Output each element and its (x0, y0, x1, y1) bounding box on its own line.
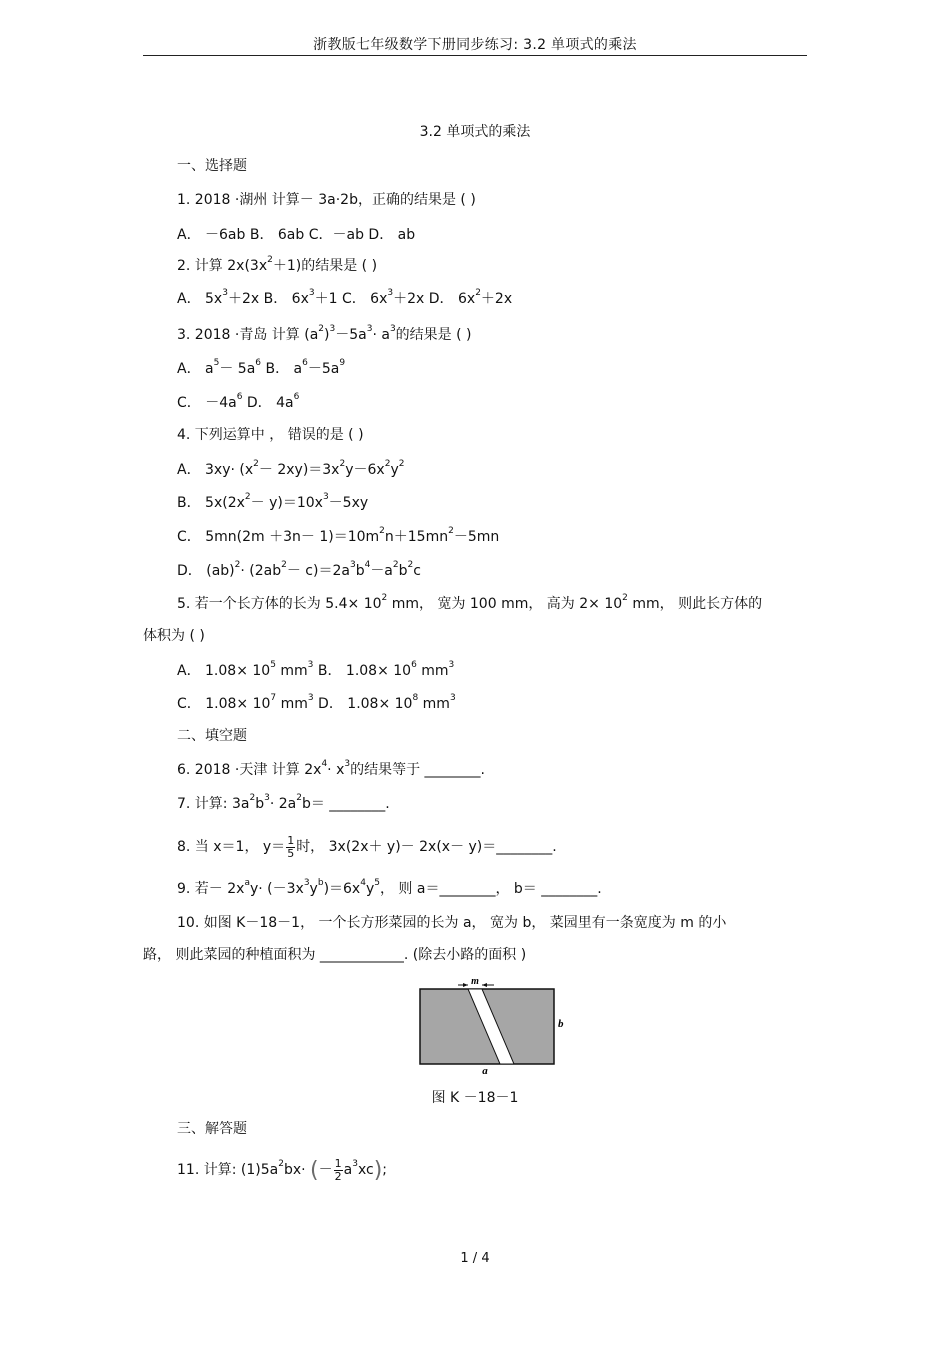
header-rule (143, 55, 807, 56)
fraction-one-fifth: $\frac{1}{5}$ (287, 833, 295, 860)
question-10-line-1: 10. 如图 K－18－1， 一个长方形菜园的长为 a， 宽为 b， 菜园里有一条宽度为 m 的小 (177, 915, 727, 931)
question-4-option-a: A． $3xy\cdot (x^2- 2xy)=3x^2y-6x^2y^2$ (177, 459, 405, 478)
question-6: 6. 2018 ·天津 计算 $2x^4\cdot x^3$的结果等于 ________. (177, 759, 485, 778)
question-1: 1. 2018 ·湖州 计算－ 3a·2b，正确的结果是 ( ) (177, 192, 476, 208)
left-paren: ( (310, 1158, 319, 1183)
question-5-line-1: 5. 若一个长方体的长为 $5.4\times 10^2$ mm， 宽为 100 mm， 高为 $2\times 10^2$ mm， 则此长方体的 (177, 593, 763, 612)
question-1-options: A． －6ab B． 6ab C．－ab D． ab (177, 227, 416, 243)
question-11: 11. 计算: $(1)5a^2bx\cdot$ (－ $\frac{1}{2}$ $a^3xc$); (177, 1156, 387, 1183)
m-arrowhead-left (463, 983, 468, 987)
question-7: 7. 计算: $3a^2b^3\cdot 2a^2b=$ ________. (177, 793, 390, 812)
page-number: 1 / 4 (460, 1251, 490, 1266)
fraction-one-half: $\frac{1}{2}$ (334, 1156, 342, 1183)
section-choice: 一、选择题 (177, 158, 247, 174)
figure-caption: 图 K －18－1 (431, 1090, 519, 1106)
label-b: b (558, 1018, 564, 1030)
section-fill: 二、填空题 (177, 728, 247, 744)
question-4-option-d: D． $(ab)^2\cdot (2ab^2- c)=2a^3b^4-a^2b^2c$ (177, 560, 421, 579)
question-4: 4. 下列运算中 ， 错误的是 ( ) (177, 427, 364, 443)
question-4-option-c: C． $5mn(2m +3n- 1)=10m^2n+15mn^2-5mn$ (177, 526, 500, 545)
question-5-options-cd: C． $1.08\times 10^7$ $mm^3$ D． $1.08\times 10^8$ $mm^3$ (177, 693, 456, 712)
m-arrowhead-right (482, 983, 487, 987)
label-m: m (471, 976, 479, 987)
question-10-line-2: 路， 则此菜园的种植面积为 ____________. (除去小路的面积 ) (143, 947, 527, 963)
question-3: 3. 2018 ·青岛 计算 $(a^2)^3-5a^3\cdot a^3$的结果是 ( ) (177, 324, 472, 343)
document-title: 3.2 单项式的乘法 (419, 124, 531, 140)
question-4-option-b: B． $5x(2x^2- y)=10x^3-5xy$ (177, 492, 369, 511)
question-2: 2. 计算 $2x(3x^2+1)$的结果是 ( ) (177, 255, 378, 274)
question-2-options: A． $5x^3+2x$ B． $6x^3+1$ C． $6x^3+2x$ D． $6x^2+2x$ (177, 288, 513, 307)
label-a: a (482, 1065, 488, 1076)
question-8: 8. 当 x＝1， y＝ $\frac{1}{5}$ 时， 3x(2x＋ y)－ 2x(x－ y)＝________. (177, 833, 557, 860)
question-5-line-2: 体积为 ( ) (143, 628, 205, 644)
question-9: 9. 若－ $2x^ay\cdot (-3x^3y^b)=6x^4y^5$， 则 a＝________， b＝ ________. (177, 878, 602, 897)
section-answer: 三、解答题 (177, 1121, 247, 1137)
question-3-options-ab: A． $a^5- 5a^6$ B． $a^6-5a^9$ (177, 358, 346, 377)
right-paren: ) (373, 1158, 383, 1183)
question-5-options-ab: A． $1.08\times 10^5$ $mm^3$ B． $1.08\times 10^6$ $mm^3$ (177, 660, 455, 679)
page-header: 浙教版七年级数学下册同步练习: 3.2 单项式的乘法 (313, 37, 637, 53)
garden-figure (400, 976, 580, 1076)
question-3-options-cd: C． $-4a^6$ D． $4a^6$ (177, 392, 300, 411)
